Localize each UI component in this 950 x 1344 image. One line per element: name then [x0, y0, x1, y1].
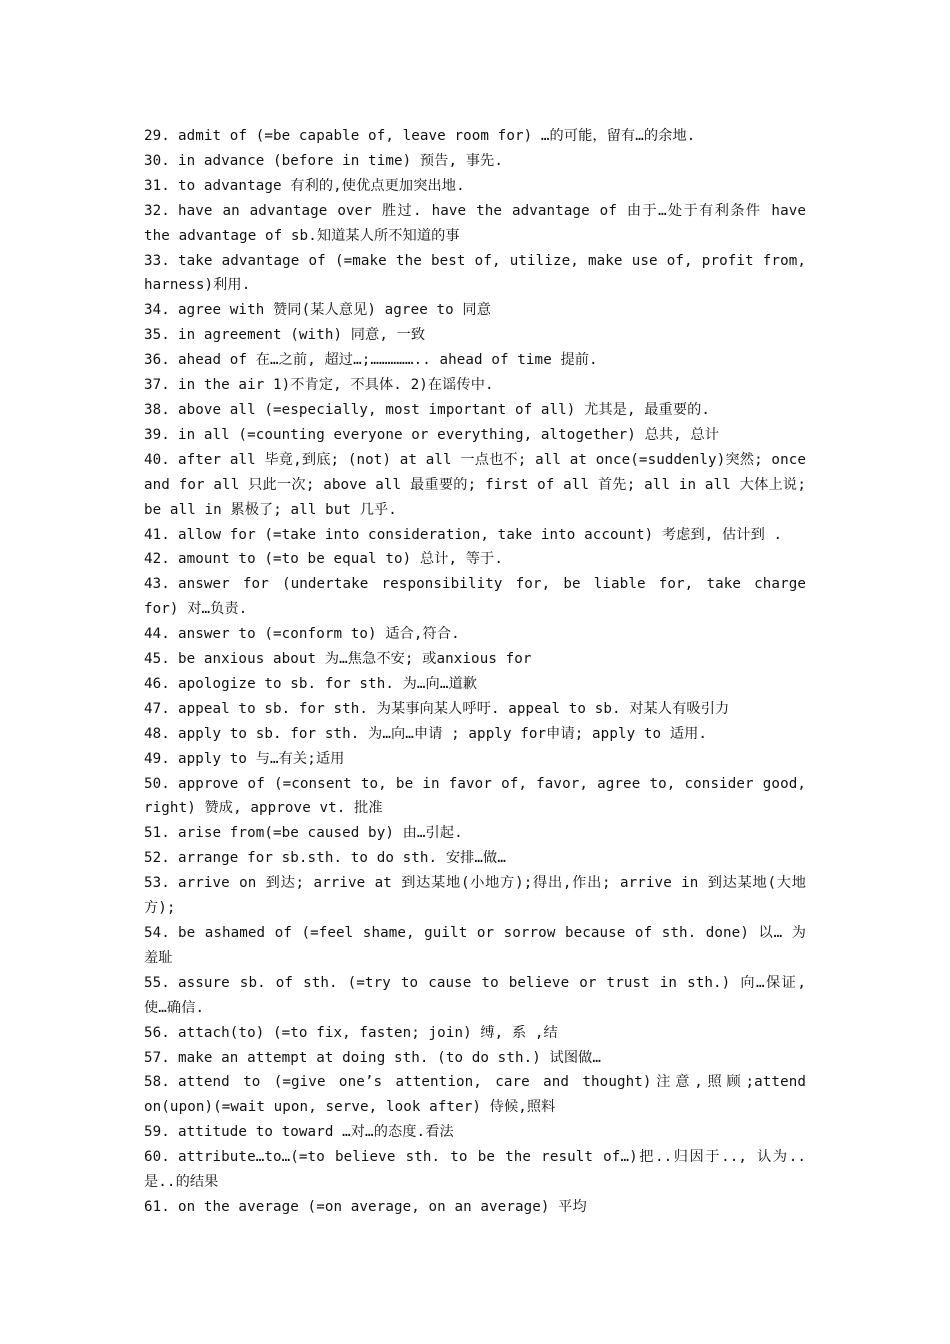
entry-53 [144, 871, 806, 921]
entry-text: in all (=counting everyone or everything, altogether) 总共, 总计 [177, 426, 720, 443]
entry-text: arrive on 到达; arrive at 到达某地(小地方);得出,作出; arrive in 到达某地(大地方); [144, 875, 806, 917]
entry-38 [144, 398, 806, 423]
entry-61 [144, 1195, 806, 1220]
entry-number: 36. [144, 352, 170, 369]
entry-text: arise from(=be caused by) 由…引起. [177, 825, 463, 842]
entry-text: ahead of 在…之前, 超过…;…………….. ahead of time 提前. [177, 352, 598, 369]
entry-number: 40. [144, 451, 170, 468]
entry-text: allow for (=take into consideration, take into account) 考虑到, 估计到 . [177, 526, 783, 543]
entry-text: in the air 1)不肯定, 不具体. 2)在谣传中. [177, 377, 494, 394]
entry-number: 52. [144, 850, 170, 867]
entry-number: 29. [144, 128, 170, 144]
entry-text: attitude to toward …对…的态度.看法 [177, 1124, 454, 1141]
entry-60 [144, 1145, 806, 1195]
entry-37 [144, 373, 806, 398]
entry-number: 58. [144, 1074, 170, 1091]
entry-text: in agreement (with) 同意, 一致 [177, 327, 426, 344]
entry-54 [144, 921, 806, 971]
entry-number: 53. [144, 875, 170, 892]
entry-text: attach(to) (=to fix, fasten; join) 缚, 系 ,结 [177, 1024, 558, 1041]
entry-number: 47. [144, 700, 170, 717]
document-page [144, 124, 806, 1220]
entry-number: 32. [144, 202, 170, 219]
entry-46 [144, 672, 806, 697]
entry-number: 49. [144, 750, 170, 767]
entry-29 [144, 124, 806, 149]
entry-text: after all 毕竟,到底; (not) at all 一点也不; all at once(=suddenly)突然; once and for all 只此一次; above all 最重要的; first of all 首先; all in all 大体上说; be all in 累极了; all but 几乎. [144, 451, 806, 518]
entry-text: apply to sb. for sth. 为…向…申请 ; apply for申请; apply to 适用. [177, 725, 708, 742]
entry-text: answer for (undertake responsibility for, be liable for, take charge for) 对…负责. [144, 576, 806, 618]
entry-number: 61. [144, 1198, 170, 1215]
entry-number: 50. [144, 775, 170, 792]
entry-43 [144, 572, 806, 622]
entry-57 [144, 1046, 806, 1071]
entry-32 [144, 199, 806, 249]
entry-text: apply to 与…有关;适用 [177, 750, 345, 767]
entry-text: approve of (=consent to, be in favor of, favor, agree to, consider good, right) 赞成, approve vt. 批准 [144, 775, 806, 817]
entry-number: 41. [144, 526, 170, 543]
entry-text: above all (=especially, most important of all) 尤其是, 最重要的. [177, 401, 711, 418]
entry-text: agree with 赞同(某人意见) agree to 同意 [177, 302, 491, 319]
entry-52 [144, 846, 806, 871]
entry-text: answer to (=conform to) 适合,符合. [177, 626, 460, 643]
entry-number: 56. [144, 1024, 170, 1041]
entry-31 [144, 174, 806, 199]
entry-59 [144, 1120, 806, 1145]
entry-number: 33. [144, 252, 170, 269]
entry-48 [144, 722, 806, 747]
entry-number: 37. [144, 377, 170, 394]
entry-number: 39. [144, 426, 170, 443]
entry-number: 31. [144, 177, 170, 194]
entry-number: 35. [144, 327, 170, 344]
entry-number: 51. [144, 825, 170, 842]
entry-text: make an attempt at doing sth. (to do sth.) 试图做… [177, 1049, 602, 1066]
entry-number: 30. [144, 152, 170, 169]
entry-47 [144, 697, 806, 722]
entry-30 [144, 149, 806, 174]
entry-number: 60. [144, 1149, 170, 1166]
entry-49 [144, 747, 806, 772]
entry-33 [144, 249, 806, 299]
entry-55 [144, 971, 806, 1021]
entry-34 [144, 298, 806, 323]
entry-number: 44. [144, 626, 170, 643]
entry-44 [144, 622, 806, 647]
entry-text: appeal to sb. for sth. 为某事向某人呼吁. appeal to sb. 对某人有吸引力 [177, 700, 730, 717]
entry-number: 38. [144, 401, 170, 418]
entry-number: 34. [144, 302, 170, 319]
entry-text: in advance (before in time) 预告, 事先. [177, 152, 503, 169]
entry-56 [144, 1021, 806, 1046]
entry-42 [144, 547, 806, 572]
entry-text: attend to (=give one’s attention, care and thought)注意,照顾;attend on(upon)(=wait upon, serve, look after) 侍候,照料 [144, 1074, 806, 1116]
entry-number: 45. [144, 651, 170, 668]
entry-36 [144, 348, 806, 373]
entry-number: 43. [144, 576, 170, 593]
entry-text: assure sb. of sth. (=try to cause to believe or trust in sth.) 向…保证, 使…确信. [144, 974, 806, 1016]
entry-text: amount to (=to be equal to) 总计, 等于. [177, 551, 503, 568]
entry-text: attribute…to…(=to believe sth. to be the result of…)把..归因于.., 认为..是..的结果 [144, 1149, 806, 1191]
entry-text: be ashamed of (=feel shame, guilt or sorrow because of sth. done) 以… 为羞耻 [144, 925, 806, 966]
entry-number: 46. [144, 675, 170, 692]
entry-number: 55. [144, 974, 170, 991]
entry-41 [144, 523, 806, 548]
entry-text: admit of (=be capable of, leave room for) …的可能，留有…的余地. [177, 128, 696, 144]
entry-text: apologize to sb. for sth. 为…向…道歉 [177, 675, 478, 692]
entry-number: 59. [144, 1124, 170, 1141]
entry-40 [144, 448, 806, 523]
entry-text: be anxious about 为…焦急不安; 或anxious for [177, 651, 532, 668]
entry-text: arrange for sb.sth. to do sth. 安排…做… [177, 850, 506, 867]
entry-text: to advantage 有利的,使优点更加突出地. [177, 177, 465, 194]
entry-number: 54. [144, 925, 170, 941]
entry-50 [144, 772, 806, 822]
entry-58 [144, 1070, 806, 1120]
entry-text: take advantage of (=make the best of, utilize, make use of, profit from, harness)利用. [144, 252, 806, 294]
entry-text: have an advantage over 胜过. have the advantage of 由于…处于有利条件 have the advantage of sb.知道某人所不知道的事 [144, 202, 806, 244]
entry-number: 57. [144, 1049, 170, 1066]
entry-39 [144, 423, 806, 448]
entry-text: on the average (=on average, on an average) 平均 [177, 1198, 587, 1215]
entry-35 [144, 323, 806, 348]
entry-45 [144, 647, 806, 672]
entry-number: 48. [144, 725, 170, 742]
entry-51 [144, 821, 806, 846]
entry-number: 42. [144, 551, 170, 568]
